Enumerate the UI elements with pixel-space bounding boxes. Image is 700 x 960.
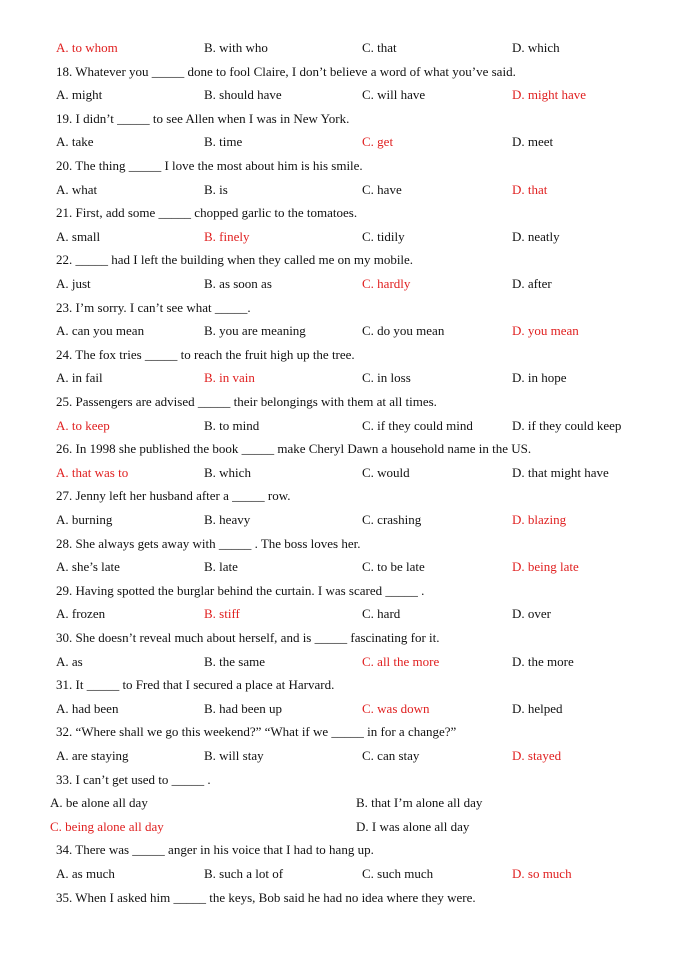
option-d: D. which (512, 40, 560, 55)
question-row (0, 581, 700, 601)
options-row (0, 463, 700, 483)
question-text: 20. The thing _____ I love the most about him is his smile. (56, 158, 363, 173)
options-row (0, 510, 700, 530)
option-b: B. heavy (204, 512, 251, 527)
question-text: 31. It _____ to Fred that I secured a place at Harvard. (56, 677, 335, 693)
option-b-correct: B. in vain (204, 370, 255, 386)
question-text: 21. First, add some _____ chopped garlic to the tomatoes. (56, 205, 358, 221)
option-c: C. can stay (362, 748, 420, 763)
option-d: D. in hope (512, 370, 567, 386)
option-a-correct: A. that was to (56, 464, 129, 480)
option-d-correct: D. you mean (512, 323, 579, 339)
option-c: C. in loss (362, 370, 411, 386)
options-row (0, 180, 700, 200)
option-c: C. crashing (362, 512, 422, 527)
option-b: B. is (204, 181, 228, 197)
option-b: B. the same (204, 653, 266, 669)
options-row (0, 793, 700, 813)
options-row (0, 38, 700, 58)
question-row (0, 392, 700, 412)
option-a: A. small (56, 228, 101, 244)
question-row (0, 439, 700, 459)
option-d: D. after (512, 276, 552, 291)
options-row (0, 274, 700, 294)
option-b-correct: B. stiff (204, 606, 240, 622)
question-text: 30. She doesn’t reveal much about herself, and is _____ fascinating for it. (56, 630, 440, 645)
option-c: C. that (362, 40, 397, 55)
option-a: A. what (56, 181, 98, 197)
question-row (0, 109, 700, 129)
option-c: C. do you mean (362, 323, 445, 339)
option-b: B. late (204, 559, 238, 575)
question-text: 25. Passengers are advised _____ their belongings with them at all times. (56, 394, 437, 409)
option-b: B. that I’m alone all day (356, 795, 483, 811)
question-text: 19. I didn’t _____ to see Allen when I was in New York. (56, 110, 350, 126)
option-a: A. take (56, 134, 94, 150)
option-b: B. should have (204, 87, 282, 103)
option-a-correct: A. to keep (56, 417, 110, 433)
options-row (0, 817, 700, 837)
option-a: A. are staying (56, 748, 129, 763)
option-a: A. can you mean (56, 323, 145, 339)
question-row (0, 722, 700, 742)
question-row (0, 203, 700, 223)
options-row (0, 557, 700, 577)
option-c: C. such much (362, 866, 434, 881)
question-row (0, 675, 700, 695)
option-a: A. might (56, 87, 103, 103)
option-d-correct: D. that (512, 181, 548, 197)
options-row (0, 699, 700, 719)
option-d: D. that might have (512, 464, 609, 480)
option-d-correct: D. being late (512, 559, 579, 575)
option-a: A. just (56, 276, 91, 291)
option-d: D. over (512, 606, 551, 622)
question-row (0, 534, 700, 554)
option-a: A. burning (56, 512, 113, 527)
question-row (0, 888, 700, 908)
option-b: B. will stay (204, 748, 264, 763)
option-c-correct: C. all the more (362, 653, 440, 669)
options-row (0, 227, 700, 247)
option-d: D. neatly (512, 228, 560, 244)
option-d: D. the more (512, 653, 574, 669)
question-row (0, 486, 700, 506)
option-b-correct: B. finely (204, 228, 250, 244)
option-d-correct: D. stayed (512, 748, 562, 763)
options-row (0, 132, 700, 152)
question-text: 22. _____ had I left the building when they called me on my mobile. (56, 252, 414, 268)
option-b: B. which (204, 464, 251, 480)
question-text: 34. There was _____ anger in his voice that I had to hang up. (56, 842, 374, 858)
option-c: C. if they could mind (362, 417, 473, 433)
option-b: B. you are meaning (204, 323, 306, 339)
option-a: A. had been (56, 700, 119, 716)
options-row (0, 85, 700, 105)
option-b: B. with who (204, 40, 268, 55)
question-text: 24. The fox tries _____ to reach the fruit high up the tree. (56, 346, 355, 362)
options-row (0, 416, 700, 436)
question-text: 23. I’m sorry. I can’t see what _____. (56, 299, 251, 315)
option-c: C. to be late (362, 559, 425, 575)
option-b: B. as soon as (204, 276, 272, 291)
option-d-correct: D. so much (512, 866, 572, 881)
question-text: 28. She always gets away with _____ . The boss loves her. (56, 535, 361, 551)
option-b: B. time (204, 134, 243, 150)
question-text: 33. I can’t get used to _____ . (56, 771, 211, 787)
question-text: 18. Whatever you _____ done to fool Claire, I don’t believe a word of what you’ve said. (56, 63, 516, 79)
question-row (0, 62, 700, 82)
option-c-correct: C. being alone all day (50, 818, 164, 834)
question-row (0, 840, 700, 860)
question-row (0, 156, 700, 176)
options-row (0, 652, 700, 672)
option-c: C. would (362, 464, 410, 480)
question-row (0, 298, 700, 318)
option-d: D. if they could keep (512, 417, 622, 433)
option-a: A. frozen (56, 606, 106, 622)
question-text: 32. “Where shall we go this weekend?” “What if we _____ in for a change?” (56, 724, 457, 740)
option-a: A. in fail (56, 370, 103, 386)
option-a: A. be alone all day (50, 795, 148, 811)
options-row (0, 368, 700, 388)
options-row (0, 604, 700, 624)
option-a-correct: A. to whom (56, 40, 118, 55)
option-a: A. as much (56, 866, 115, 881)
option-c: C. have (362, 181, 402, 197)
option-d: D. meet (512, 134, 554, 150)
options-row (0, 746, 700, 766)
question-text: 35. When I asked him _____ the keys, Bob said he had no idea where they were. (56, 889, 476, 905)
question-text: 29. Having spotted the burglar behind the curtain. I was scared _____ . (56, 582, 425, 598)
option-c: C. will have (362, 87, 426, 103)
question-row (0, 345, 700, 365)
options-row (0, 864, 700, 884)
question-text: 26. In 1998 she published the book _____ make Cheryl Dawn a household name in the US. (56, 441, 532, 457)
options-row (0, 321, 700, 341)
option-c: C. hard (362, 606, 401, 622)
option-b: B. such a lot of (204, 866, 284, 881)
option-d: D. helped (512, 700, 563, 716)
option-b: B. had been up (204, 700, 282, 716)
question-text: 27. Jenny left her husband after a _____ row. (56, 488, 291, 504)
question-row (0, 628, 700, 648)
option-d: D. I was alone all day (356, 818, 470, 834)
option-d-correct: D. blazing (512, 512, 567, 527)
option-d-correct: D. might have (512, 87, 587, 103)
option-c-correct: C. hardly (362, 276, 411, 291)
option-c-correct: C. get (362, 134, 394, 150)
option-a: A. as (56, 653, 83, 669)
option-c-correct: C. was down (362, 700, 430, 716)
question-row (0, 770, 700, 790)
question-row (0, 250, 700, 270)
option-c: C. tidily (362, 228, 405, 244)
option-b: B. to mind (204, 417, 260, 433)
option-a: A. she’s late (56, 559, 120, 575)
